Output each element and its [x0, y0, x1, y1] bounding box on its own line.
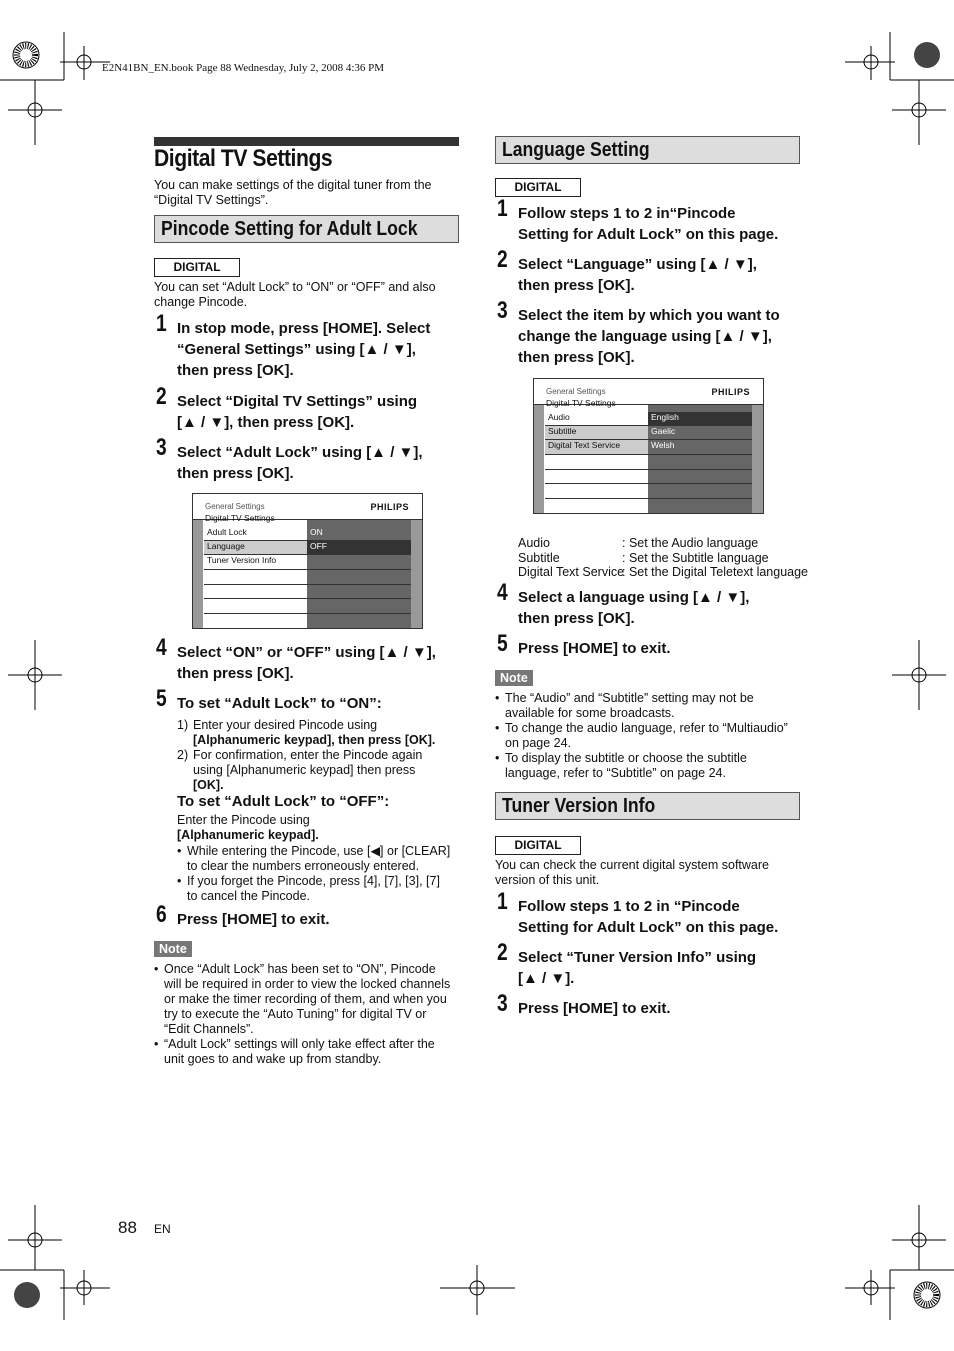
- step-text: To set “Adult Lock” to “ON”:: [177, 695, 382, 712]
- step-number: 2: [497, 939, 508, 966]
- step-text: Follow steps 1 to 2 in“Pincode Setting for Adult Lock” on this page.: [518, 205, 779, 243]
- menu-item-language[interactable]: Language: [204, 541, 307, 555]
- digital-tag: DIGITAL: [495, 836, 581, 855]
- philips-logo: PHILIPS: [711, 387, 750, 397]
- step-text: In stop mode, press [HOME]. Select “General Settings” using [▲ / ▼], then press [OK].: [177, 320, 431, 379]
- right-notes: [495, 691, 800, 781]
- menu-empty-row: [307, 555, 411, 570]
- tv-screen-adult-lock: [192, 493, 423, 629]
- list-item: • Once “Adult Lock” has been set to “ON”, Pincode will be required in order to view the locked channels or make the timer recording of them, and when you try to execute the “Auto Tuning” for digital TV or “Edit Channels”.: [154, 962, 459, 1037]
- digital-tag: DIGITAL: [495, 178, 581, 197]
- menu-item-audio[interactable]: Audio: [545, 412, 648, 426]
- menu-item-tuner-version[interactable]: Tuner Version Info: [204, 555, 307, 570]
- menu-value-welsh[interactable]: Welsh: [648, 440, 752, 455]
- step-number: 5: [497, 630, 508, 657]
- step-number: 4: [497, 579, 508, 606]
- menu-empty-row: [307, 570, 411, 585]
- menu-item-subtitle[interactable]: Subtitle: [545, 426, 648, 440]
- step-text: Press [HOME] to exit.: [518, 1000, 671, 1017]
- menu-empty-row: [545, 470, 648, 484]
- screen-dtv-settings: Digital TV Settings: [205, 513, 275, 523]
- menu-value-off[interactable]: OFF: [307, 541, 411, 555]
- screen-dtv-settings: Digital TV Settings: [546, 398, 616, 408]
- step-number: 3: [497, 990, 508, 1017]
- list-item: • The “Audio” and “Subtitle” setting may not be available for some broadcasts.: [495, 691, 800, 721]
- menu-empty-row: [204, 570, 307, 585]
- step-number: 2: [156, 383, 167, 410]
- step-number: 1: [497, 888, 508, 915]
- step-text: Select a language using [▲ / ▼], then press [OK].: [518, 589, 750, 627]
- step-number: 3: [497, 297, 508, 324]
- menu-empty-row: [307, 585, 411, 599]
- menu-empty-row: [307, 599, 411, 614]
- screen-header: [534, 379, 763, 408]
- step-number: 1: [497, 195, 508, 222]
- step-number: 3: [156, 434, 167, 461]
- screen-right-panel: [752, 405, 763, 513]
- menu-value-english[interactable]: English: [648, 412, 752, 426]
- menu-value-on[interactable]: ON: [307, 527, 411, 541]
- menu-empty-row: [648, 484, 752, 499]
- step-text: Select “Digital TV Settings” using [▲ / ▼], then press [OK].: [177, 393, 418, 431]
- tuner-desc: You can check the current digital system software version of this unit.: [495, 858, 769, 887]
- tv-screen-language: [533, 378, 764, 514]
- section-tuner-version: Tuner Version Info: [495, 792, 800, 820]
- section-pincode: Pincode Setting for Adult Lock: [154, 215, 459, 243]
- step-number: 4: [156, 634, 167, 661]
- step-text: Select “Language” using [▲ / ▼], then press [OK].: [518, 256, 757, 294]
- step-text: Select “Adult Lock” using [▲ / ▼], then press [OK].: [177, 444, 423, 482]
- step-text: Follow steps 1 to 2 in “Pincode Setting for Adult Lock” on this page.: [518, 898, 779, 936]
- menu-item-adult-lock[interactable]: Adult Lock: [204, 527, 307, 541]
- list-item: • To display the subtitle or choose the subtitle language, refer to “Subtitle” on page 24.: [495, 751, 800, 781]
- step-text: Select the item by which you want to change the language using [▲ / ▼], then press [OK].: [518, 307, 780, 366]
- screen-general-settings: General Settings: [205, 502, 265, 511]
- file-header: E2N41BN_EN.book Page 88 Wednesday, July 2, 2008 4:36 PM: [102, 62, 385, 74]
- section-language: Language Setting: [495, 136, 800, 164]
- screen-left-panel: [534, 405, 544, 513]
- screen-general-settings: General Settings: [546, 387, 606, 396]
- step-text: Press [HOME] to exit.: [518, 640, 671, 657]
- on-substep-1: 1) Enter your desired Pincode using [Alphanumeric keypad], then press [OK].: [177, 718, 436, 747]
- menu-empty-row: [648, 470, 752, 484]
- step-text: Press [HOME] to exit.: [177, 911, 330, 928]
- menu-item-digital-text[interactable]: Digital Text Service: [545, 440, 648, 455]
- philips-logo: PHILIPS: [370, 502, 409, 512]
- language-code: EN: [154, 1222, 171, 1236]
- off-subtitle: To set “Adult Lock” to “OFF”:: [177, 793, 390, 810]
- step-number: 2: [497, 246, 508, 273]
- page-number: 88: [118, 1218, 137, 1237]
- left-notes: [154, 962, 459, 1067]
- screen-left-panel: [193, 520, 203, 628]
- off-text: Enter the Pincode using [Alphanumeric keypad].: [177, 813, 319, 842]
- step-text: Select “Tuner Version Info” using [▲ / ▼].: [518, 949, 757, 987]
- pincode-desc: You can set “Adult Lock” to “ON” or “OFF” and also change Pincode.: [154, 280, 436, 309]
- page-title: Digital TV Settings: [154, 145, 333, 172]
- menu-empty-row: [204, 585, 307, 599]
- menu-empty-row: [648, 455, 752, 470]
- on-substep-2: 2) For confirmation, enter the Pincode again using [Alphanumeric keypad] then press [OK].: [177, 748, 423, 792]
- step-text: Select “ON” or “OFF” using [▲ / ▼], then press [OK].: [177, 644, 436, 682]
- list-item: • If you forget the Pincode, press [4], [7], [3], [7] to cancel the Pincode.: [177, 874, 462, 904]
- menu-value-gaelic[interactable]: Gaelic: [648, 426, 752, 440]
- note-label: Note: [154, 941, 192, 957]
- menu-empty-row: [204, 599, 307, 614]
- screen-header: [193, 494, 422, 523]
- digital-tag: DIGITAL: [154, 258, 240, 277]
- list-item: • While entering the Pincode, use [◀] or [CLEAR] to clear the numbers erroneously entered.: [177, 844, 462, 874]
- menu-empty-row: [545, 455, 648, 470]
- language-definitions: Audio : Set the Audio language Subtitle : Set the Subtitle language Digital Text Service : Set the Digital Teletext language: [518, 536, 809, 579]
- list-item: • “Adult Lock” settings will only take effect after the unit goes to and wake up from standby.: [154, 1037, 459, 1067]
- note-label: Note: [495, 670, 533, 686]
- step-number: 6: [156, 901, 167, 928]
- list-item: • To change the audio language, refer to “Multiaudio” on page 24.: [495, 721, 800, 751]
- off-bullets: [177, 844, 462, 904]
- step-number: 5: [156, 685, 167, 712]
- menu-empty-row: [545, 484, 648, 499]
- intro-text: You can make settings of the digital tuner from the “Digital TV Settings”.: [154, 178, 432, 207]
- step-number: 1: [156, 310, 167, 337]
- screen-right-panel: [411, 520, 422, 628]
